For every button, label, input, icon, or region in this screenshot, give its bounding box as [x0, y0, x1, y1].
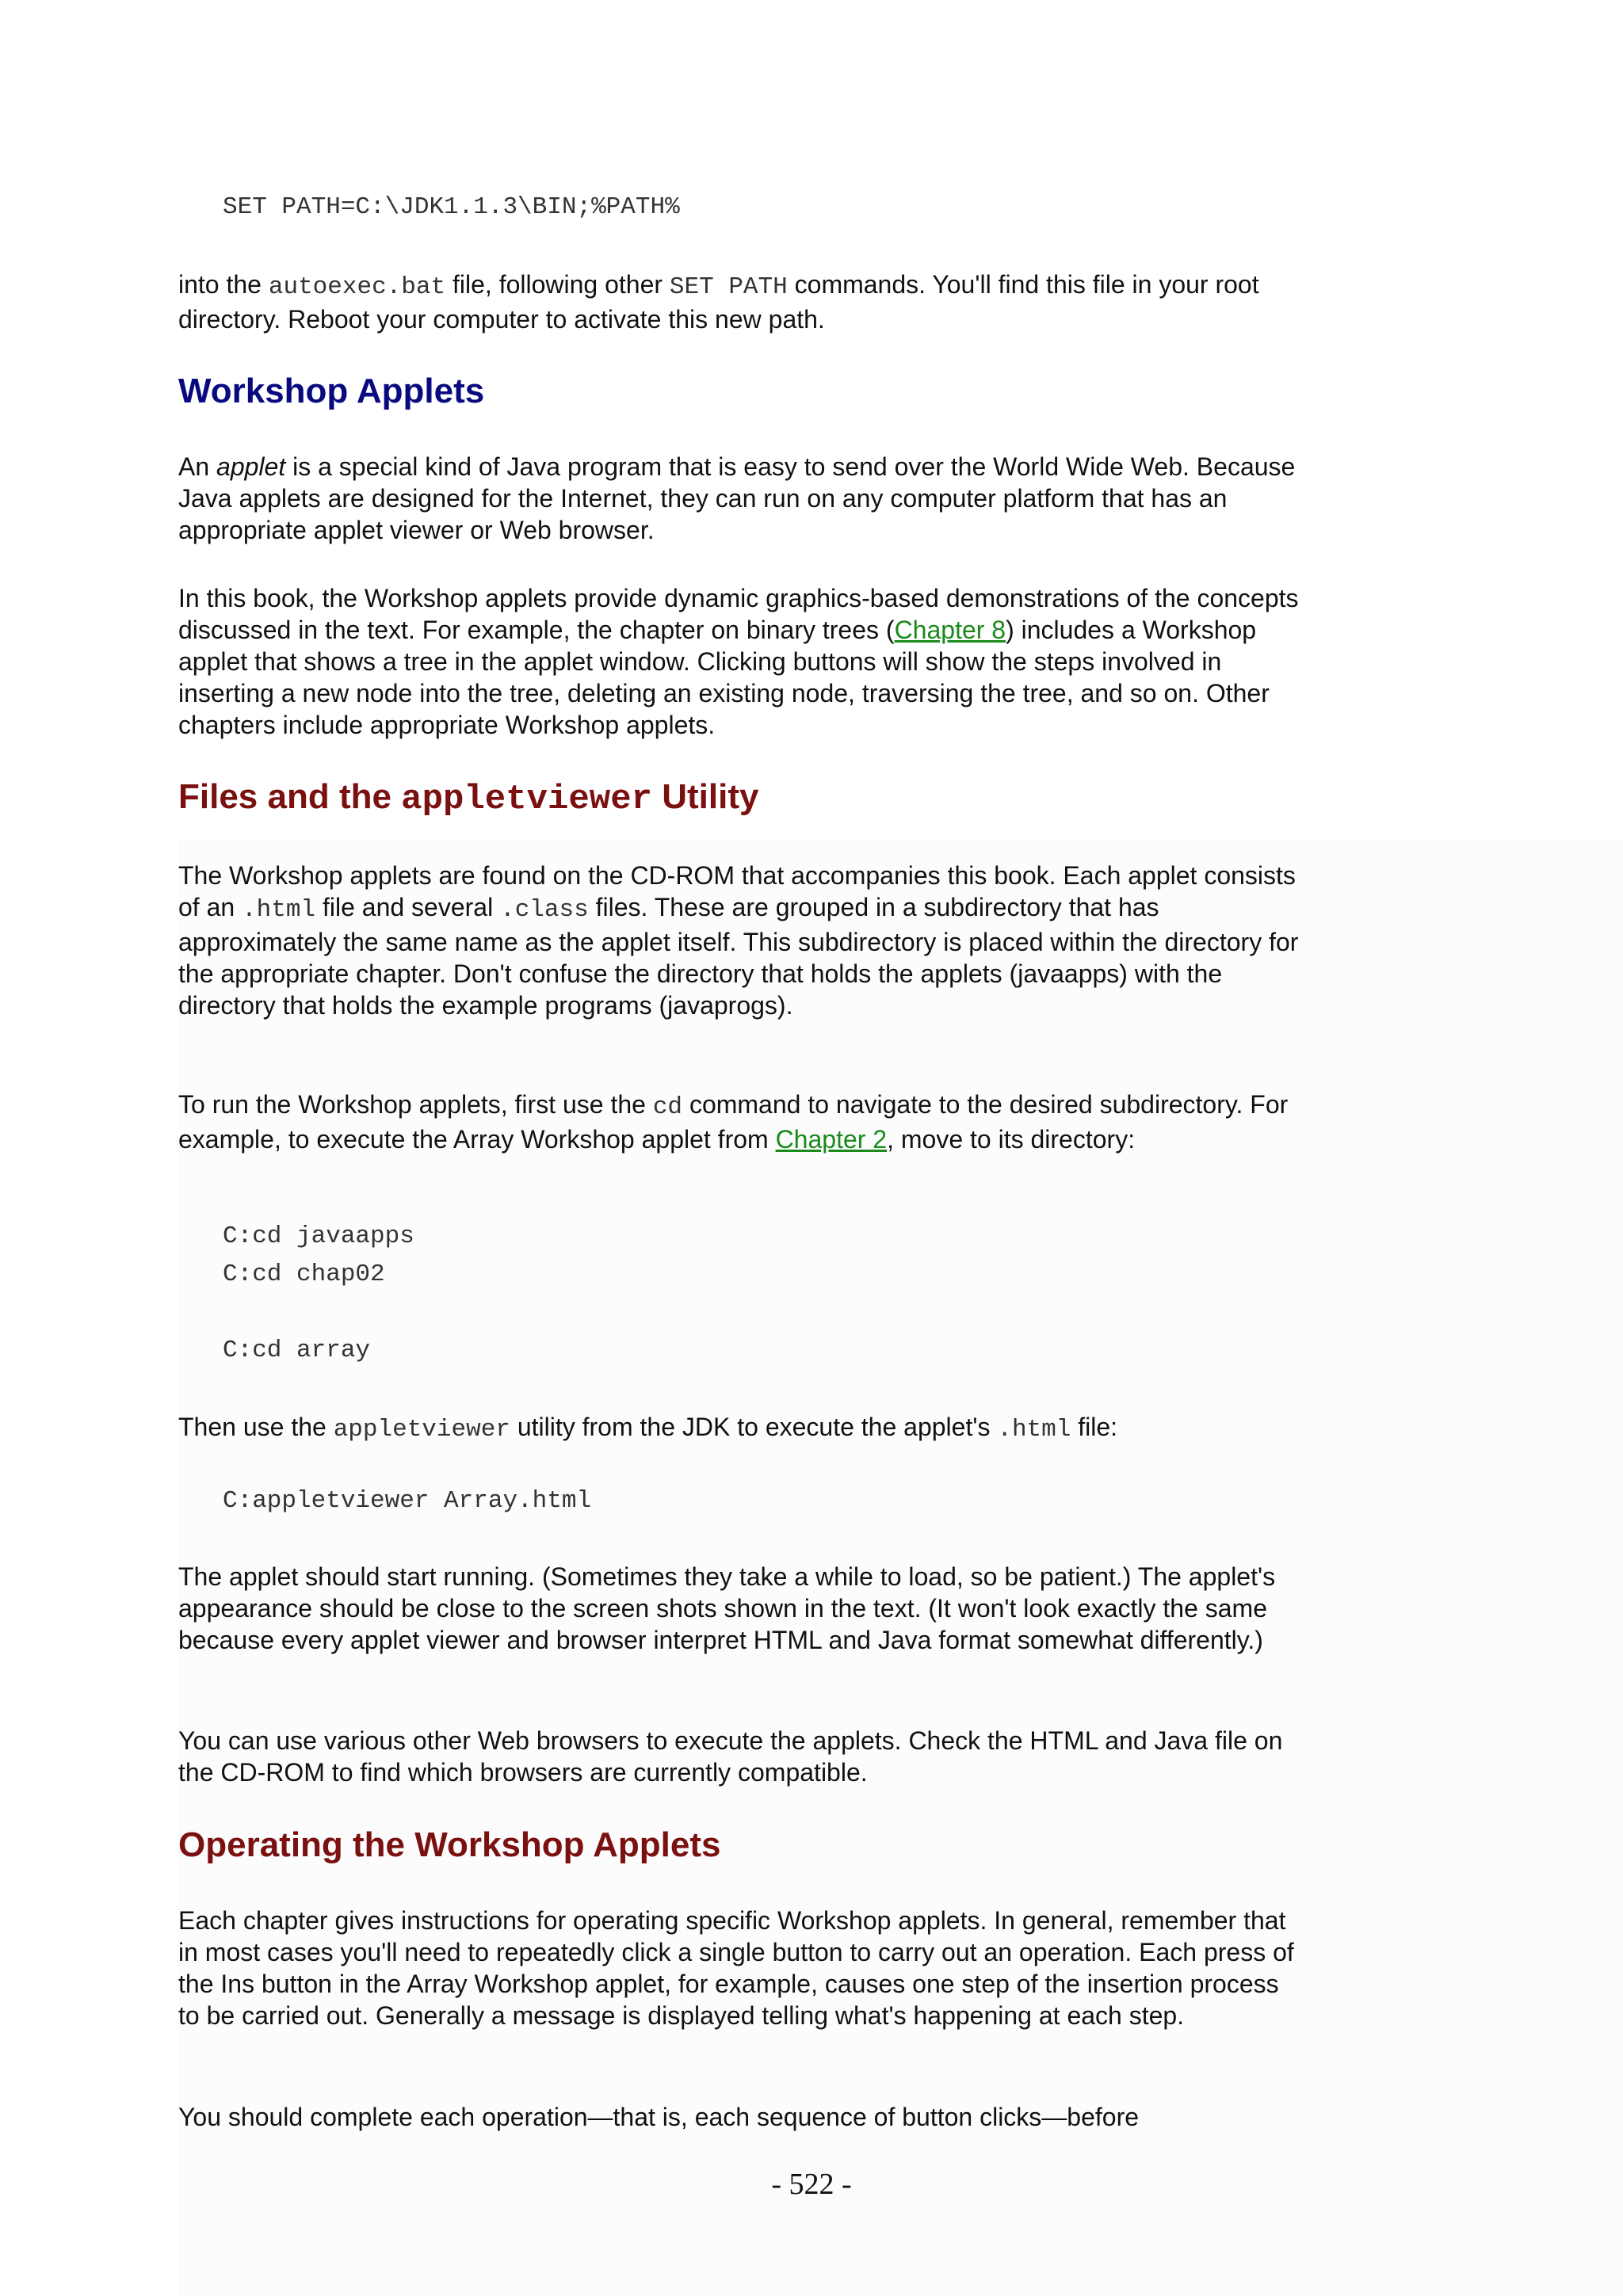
- text: The Workshop applets are found on the CD-ROM that accompanies this book. Each applet consists of an: [178, 861, 1296, 921]
- inline-code: appletviewer: [333, 1416, 510, 1444]
- code-appletviewer: C:appletviewer Array.html: [223, 1487, 592, 1515]
- text: file:: [1071, 1413, 1118, 1441]
- text: utility from the JDK to execute the applet's: [510, 1413, 998, 1441]
- text: In this book, the Workshop applets provide dynamic graphics-based demonstrations of the concepts discussed in the text. For example, the chapter on binary trees (: [178, 584, 1299, 644]
- page-number: - 522 -: [771, 2168, 852, 2201]
- inline-code: .html: [997, 1416, 1071, 1444]
- paragraph-run-applets: [178, 1089, 1304, 1155]
- text: into the: [178, 270, 269, 299]
- text: Utility: [652, 777, 759, 816]
- inline-code: .class: [500, 896, 589, 924]
- text: commands. You'll find this file in your root directory. Reboot your computer to activate this new path.: [178, 270, 1259, 334]
- code-cd-array: C:cd array: [223, 1337, 371, 1364]
- heading-operating-applets: Operating the Workshop Applets: [178, 1825, 721, 1864]
- paragraph-other-browsers: You can use various other Web browsers to execute the applets. Check the HTML and Java file on the CD-ROM to find which browsers are currently compatible.: [178, 1726, 1283, 1787]
- paragraph-applet-definition: [178, 451, 1304, 546]
- paragraph-applets-found: [178, 860, 1304, 1021]
- text: command to navigate to the desired subdirectory. For example, to execute the Array Workshop applet from: [178, 1090, 1289, 1154]
- inline-code: SET PATH: [669, 273, 788, 301]
- text: An: [178, 452, 217, 481]
- paragraph-workshop-in-book: [178, 582, 1304, 741]
- text: file, following other: [445, 270, 670, 299]
- code-cd-chap02: C:cd chap02: [223, 1261, 385, 1288]
- code-set-path: [223, 189, 1348, 227]
- text: files. These are grouped in a subdirectory that has approximately the same name as the applet itself. This subdirectory is placed within the directory for the appropriate chapter. Don't confuse the directory that holds the applets (javaapps) with the directory that holds the example programs (javaprogs).: [178, 893, 1299, 1020]
- heading-code: appletviewer: [401, 780, 653, 819]
- paragraph-each-chapter: Each chapter gives instructions for operating specific Workshop applets. In general, remember that in most cases you'll need to repeatedly click a single button to carry out an operation. Each press of the Ins button in the Array Workshop applet, for example, causes one step of the insertion process to be carried out. Generally a message is displayed telling what's happening at each step.: [178, 1906, 1294, 2030]
- heading-files-appletviewer: [178, 775, 1304, 822]
- inline-code: cd: [652, 1093, 683, 1121]
- link-chapter-8[interactable]: Chapter 8: [894, 616, 1006, 644]
- paragraph-applet-start: The applet should start running. (Sometimes they take a while to load, so be patient.) The applet's appearance should be close to the screen shots shown in the text. (It won't look exactly the same because every applet viewer and browser interpret HTML and Java format somewhat differently.): [178, 1562, 1276, 1654]
- text: Then use the: [178, 1413, 334, 1441]
- heading-workshop-applets: Workshop Applets: [178, 372, 485, 410]
- paragraph-complete-operation: You should complete each operation—that is, each sequence of button clicks—before: [178, 2103, 1140, 2131]
- inline-code: .html: [242, 896, 316, 924]
- inline-code: autoexec.bat: [268, 273, 446, 301]
- paragraph-then-use: [178, 1411, 1304, 1446]
- text: , move to its directory:: [887, 1125, 1136, 1154]
- paragraph-autoexec: [178, 269, 1304, 335]
- link-chapter-2[interactable]: Chapter 2: [775, 1125, 888, 1154]
- text: Files and the: [178, 777, 402, 816]
- text: To run the Workshop applets, first use the: [178, 1090, 653, 1119]
- code-cd-javaapps: C:cd javaapps: [223, 1222, 414, 1250]
- text: file and several: [315, 893, 501, 921]
- text: ) includes a Workshop applet that shows a tree in the applet window. Clicking buttons will show the steps involved in inserting a new node into the tree, deleting an existing node, traversing the tree, and so on. Other chapters include appropriate Workshop applets.: [178, 616, 1270, 739]
- code-line: SET PATH=C:\JDK1.1.3\BIN;%PATH%: [223, 193, 680, 221]
- text: is a special kind of Java program that is easy to send over the World Wide Web. Because Java applets are designed for the Internet, they can run on any computer platform that has an appropriate applet viewer or Web browser.: [178, 452, 1296, 544]
- emphasis: applet: [216, 452, 286, 481]
